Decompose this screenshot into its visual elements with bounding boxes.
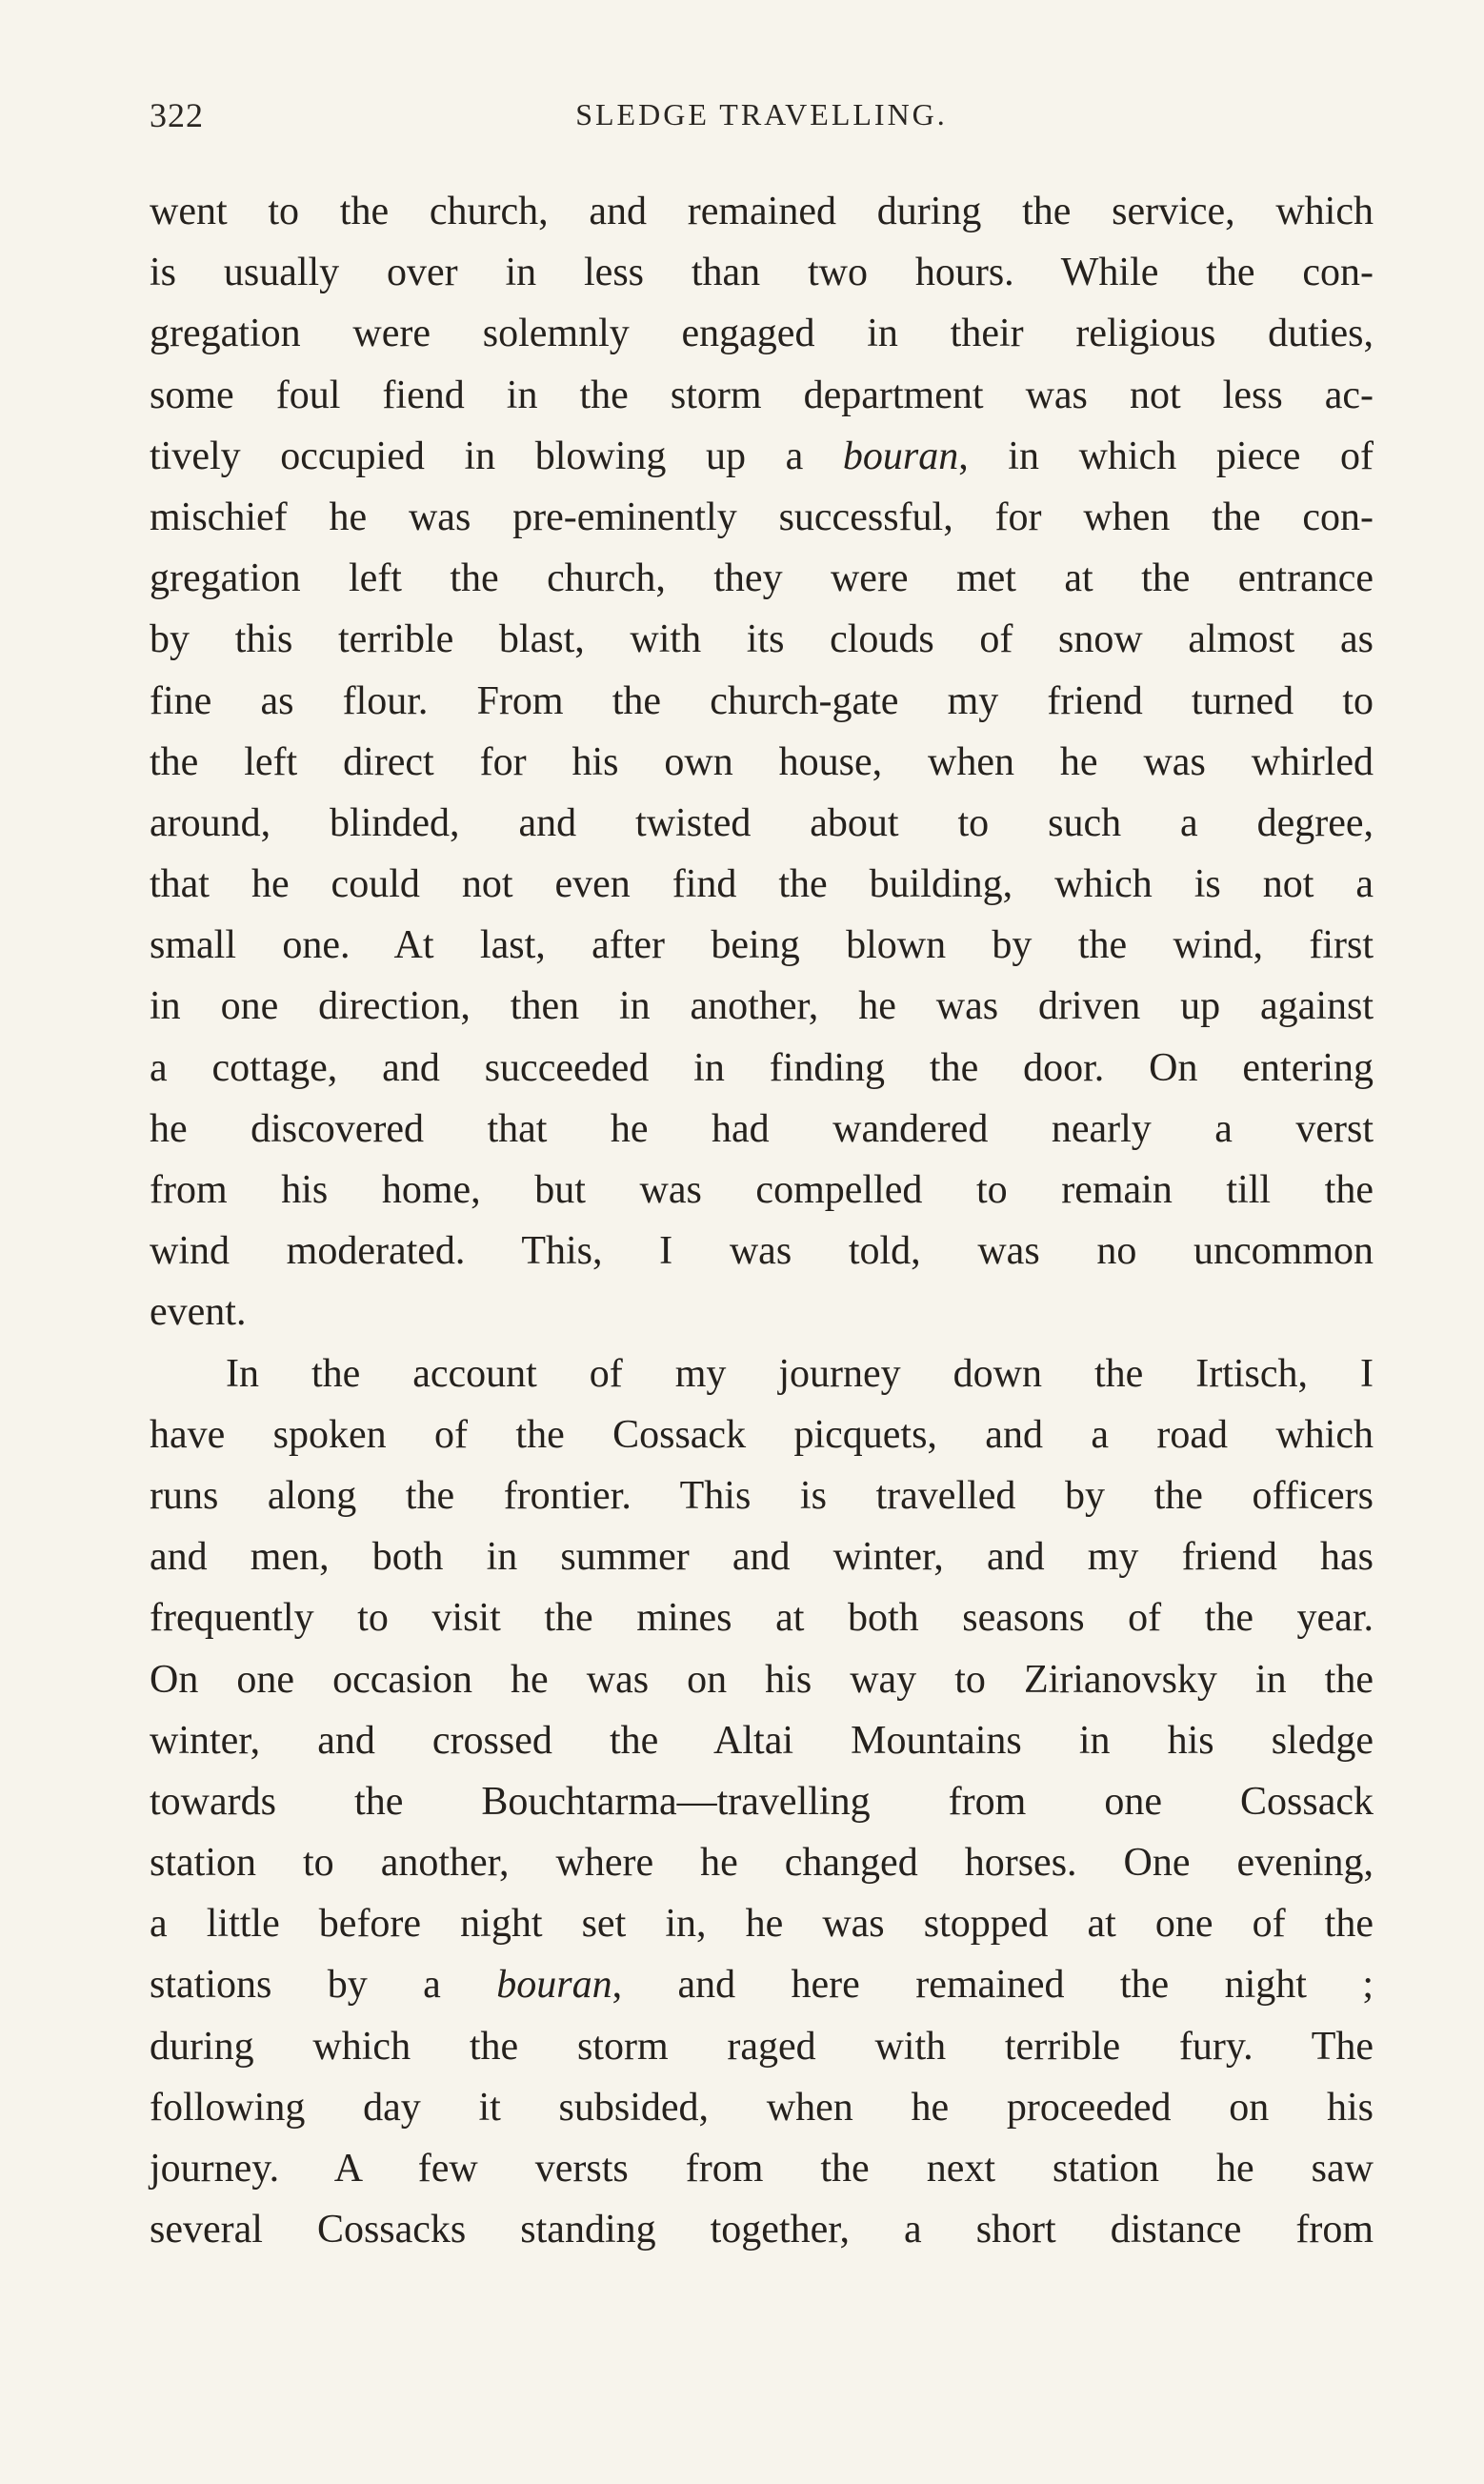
text-line: by this terrible blast, with its clouds of snow almost as — [150, 617, 1374, 662]
text-line: around, blinded, and twisted about to such a degree, — [150, 800, 1374, 845]
italic-word: bouran — [496, 1963, 612, 2008]
text-line: in one direction, then in another, he was driven up against — [150, 984, 1374, 1029]
text-line: during which the storm raged with terrible fury. The — [150, 2024, 1374, 2069]
text-line: fine as flour. From the church-gate my friend turned to — [150, 678, 1374, 723]
text-line: gregation left the church, they were met at the entrance — [150, 556, 1374, 601]
italic-word: bouran — [842, 434, 959, 478]
text-line: station to another, where he changed horses. One evening, — [150, 1841, 1374, 1886]
page-number: 322 — [150, 96, 204, 134]
body-text — [150, 181, 1374, 2260]
text-line: have spoken of the Cossack picquets, and a road which — [150, 1412, 1374, 1457]
running-head: SLEDGE TRAVELLING. — [575, 97, 948, 131]
text-line: gregation were solemnly engaged in their religious duties, — [150, 312, 1374, 356]
text-line: small one. At last, after being blown by the wind, first — [150, 923, 1374, 968]
text-line: mischief he was pre-eminently successful, for when the con- — [150, 495, 1374, 539]
text-line: a cottage, and succeeded in finding the door. On entering — [150, 1045, 1374, 1090]
text-line: several Cossacks standing together, a short distance from — [150, 2208, 1374, 2252]
text-line: stations by a bouran, and here remained the night ; — [150, 1963, 1374, 2008]
text-line: journey. A few versts from the next station he saw — [150, 2147, 1374, 2191]
text-line: went to the church, and remained during the service, which — [150, 190, 1374, 233]
text-line: following day it subsided, when he proceeded on his — [150, 2085, 1374, 2130]
text-line: and men, both in summer and winter, and my friend has — [150, 1535, 1374, 1580]
text-line: frequently to visit the mines at both seasons of the year. — [150, 1596, 1374, 1641]
text-line: that he could not even find the building, which is not a — [150, 862, 1374, 907]
text-line: runs along the frontier. This is travelled by the officers — [150, 1473, 1374, 1518]
text-line: from his home, but was compelled to remain till the — [150, 1168, 1374, 1212]
text-line: some foul fiend in the storm department was not less ac- — [150, 373, 1374, 417]
text-line: wind moderated. This, I was told, was no uncommon — [150, 1229, 1374, 1274]
text-line: is usually over in less than two hours. While the con- — [150, 251, 1374, 295]
page-header — [150, 95, 1374, 152]
text-line: On one occasion he was on his way to Zirianovsky in the — [150, 1657, 1374, 1702]
text-line: the left direct for his own house, when he was whirled — [150, 739, 1374, 784]
text-line: event. — [150, 1290, 247, 1335]
text-line: winter, and crossed the Altai Mountains in his sledge — [150, 1718, 1374, 1763]
text-line: he discovered that he had wandered nearly a verst — [150, 1106, 1374, 1151]
text-line: a little before night set in, he was stopped at one of the — [150, 1902, 1374, 1947]
text-line: towards the Bouchtarma—travelling from one Cossack — [150, 1779, 1374, 1824]
text-line: In the account of my journey down the Irtisch, I — [226, 1351, 1374, 1396]
text-line: tively occupied in blowing up a bouran, in which piece of — [150, 434, 1374, 478]
